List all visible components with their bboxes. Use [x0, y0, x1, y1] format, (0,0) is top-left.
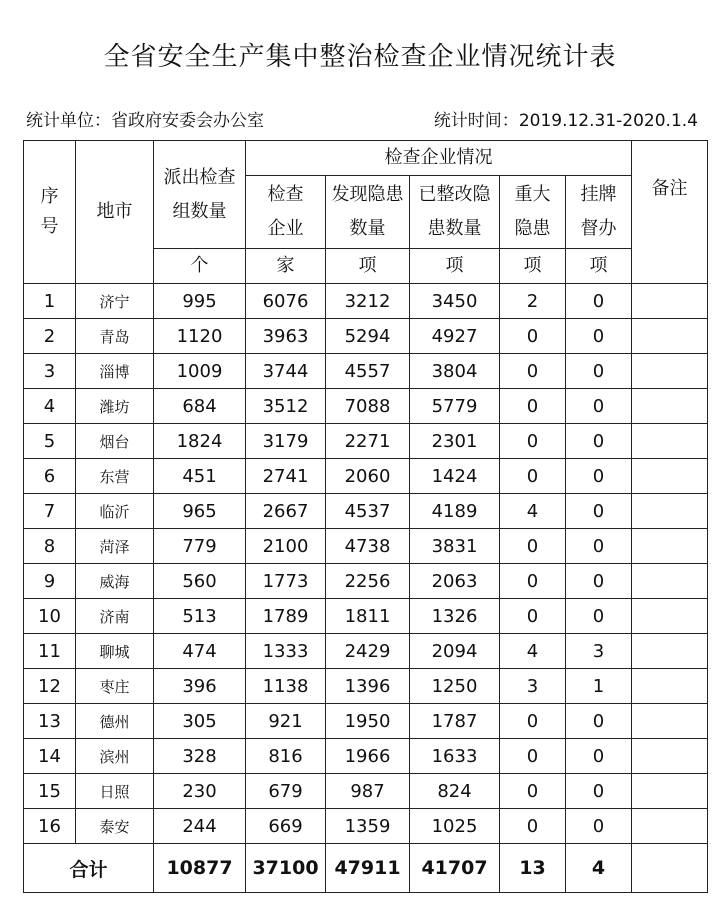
header-hazards-found: 发现隐患数量	[326, 176, 410, 249]
time-value: 2019.12.31-2020.1.4	[518, 111, 698, 131]
row-enterprises: 3744	[246, 354, 326, 389]
row-major: 0	[500, 564, 566, 599]
total-enterprises: 37100	[246, 844, 326, 893]
time-label: 统计时间：	[433, 111, 519, 131]
row-hazards-found: 2429	[326, 634, 410, 669]
row-major: 4	[500, 634, 566, 669]
row-enterprises: 669	[246, 809, 326, 844]
row-city: 威海	[76, 564, 154, 599]
row-supervised: 0	[566, 564, 632, 599]
row-remark	[632, 634, 708, 669]
unit-hazards-found: 项	[326, 249, 410, 284]
row-hazards-found: 1359	[326, 809, 410, 844]
row-hazards-found: 987	[326, 774, 410, 809]
table-row	[24, 704, 708, 739]
row-supervised: 0	[566, 739, 632, 774]
row-teams: 684	[154, 389, 246, 424]
row-major: 0	[500, 809, 566, 844]
row-seq: 14	[24, 739, 76, 774]
row-city: 东营	[76, 459, 154, 494]
row-seq: 12	[24, 669, 76, 704]
row-remark	[632, 599, 708, 634]
row-major: 0	[500, 739, 566, 774]
row-hazards-found: 1396	[326, 669, 410, 704]
table-row	[24, 319, 708, 354]
row-major: 2	[500, 284, 566, 319]
row-seq: 16	[24, 809, 76, 844]
row-remark	[632, 494, 708, 529]
row-enterprises: 3179	[246, 424, 326, 459]
row-major: 0	[500, 599, 566, 634]
row-remark	[632, 284, 708, 319]
table-row	[24, 564, 708, 599]
row-supervised: 0	[566, 704, 632, 739]
row-hazards-found: 1966	[326, 739, 410, 774]
row-major: 0	[500, 319, 566, 354]
row-hazards-found: 4537	[326, 494, 410, 529]
row-city: 烟台	[76, 424, 154, 459]
row-hazards-fixed: 1787	[410, 704, 500, 739]
row-hazards-fixed: 4189	[410, 494, 500, 529]
row-city: 淄博	[76, 354, 154, 389]
row-seq: 11	[24, 634, 76, 669]
row-hazards-fixed: 1326	[410, 599, 500, 634]
row-hazards-found: 2271	[326, 424, 410, 459]
row-hazards-fixed: 1250	[410, 669, 500, 704]
row-enterprises: 816	[246, 739, 326, 774]
table-row	[24, 739, 708, 774]
row-remark	[632, 354, 708, 389]
row-supervised: 0	[566, 529, 632, 564]
table-row	[24, 774, 708, 809]
row-major: 0	[500, 459, 566, 494]
total-hazards-fixed: 41707	[410, 844, 500, 893]
row-hazards-found: 5294	[326, 319, 410, 354]
row-major: 0	[500, 354, 566, 389]
row-enterprises: 3512	[246, 389, 326, 424]
row-teams: 328	[154, 739, 246, 774]
row-seq: 8	[24, 529, 76, 564]
row-hazards-found: 2060	[326, 459, 410, 494]
row-seq: 13	[24, 704, 76, 739]
row-seq: 1	[24, 284, 76, 319]
row-supervised: 0	[566, 354, 632, 389]
unit-enterprises: 家	[246, 249, 326, 284]
row-hazards-found: 2256	[326, 564, 410, 599]
row-supervised: 0	[566, 389, 632, 424]
unit-hazards-fixed: 项	[410, 249, 500, 284]
row-remark	[632, 529, 708, 564]
row-teams: 396	[154, 669, 246, 704]
table-row	[24, 424, 708, 459]
table-row	[24, 809, 708, 844]
table-row	[24, 529, 708, 564]
row-hazards-fixed: 1633	[410, 739, 500, 774]
row-major: 0	[500, 424, 566, 459]
total-remark	[632, 844, 708, 893]
row-teams: 779	[154, 529, 246, 564]
row-major: 3	[500, 669, 566, 704]
row-remark	[632, 389, 708, 424]
row-teams: 1009	[154, 354, 246, 389]
row-city: 泰安	[76, 809, 154, 844]
row-remark	[632, 424, 708, 459]
row-hazards-found: 4557	[326, 354, 410, 389]
row-teams: 560	[154, 564, 246, 599]
row-remark	[632, 564, 708, 599]
row-hazards-fixed: 3804	[410, 354, 500, 389]
row-hazards-fixed: 1424	[410, 459, 500, 494]
row-major: 0	[500, 529, 566, 564]
row-hazards-fixed: 824	[410, 774, 500, 809]
row-remark	[632, 739, 708, 774]
row-supervised: 0	[566, 774, 632, 809]
header-enterprises: 检查企业	[246, 176, 326, 249]
row-hazards-fixed: 2063	[410, 564, 500, 599]
row-supervised: 0	[566, 494, 632, 529]
row-supervised: 1	[566, 669, 632, 704]
table-row	[24, 599, 708, 634]
row-seq: 3	[24, 354, 76, 389]
page-title: 全省安全生产集中整治检查企业情况统计表	[103, 42, 617, 72]
row-hazards-fixed: 2301	[410, 424, 500, 459]
header-hazards-fixed: 已整改隐患数量	[410, 176, 500, 249]
row-supervised: 0	[566, 319, 632, 354]
row-city: 枣庄	[76, 669, 154, 704]
row-seq: 6	[24, 459, 76, 494]
statistics-time	[434, 106, 698, 131]
table-row	[24, 354, 708, 389]
row-hazards-fixed: 4927	[410, 319, 500, 354]
row-remark	[632, 319, 708, 354]
row-teams: 965	[154, 494, 246, 529]
unit-label: 统计单位：	[26, 111, 111, 131]
row-teams: 995	[154, 284, 246, 319]
row-enterprises: 921	[246, 704, 326, 739]
total-hazards-found: 47911	[326, 844, 410, 893]
total-label: 合计	[24, 844, 154, 893]
row-city: 济宁	[76, 284, 154, 319]
header-group: 检查企业情况	[246, 141, 632, 176]
statistics-table	[23, 140, 708, 893]
row-enterprises: 2741	[246, 459, 326, 494]
row-seq: 10	[24, 599, 76, 634]
row-city: 德州	[76, 704, 154, 739]
row-hazards-found: 4738	[326, 529, 410, 564]
row-hazards-found: 3212	[326, 284, 410, 319]
row-hazards-found: 7088	[326, 389, 410, 424]
row-supervised: 0	[566, 284, 632, 319]
row-major: 0	[500, 704, 566, 739]
row-hazards-fixed: 1025	[410, 809, 500, 844]
row-teams: 474	[154, 634, 246, 669]
header-major: 重大隐患	[500, 176, 566, 249]
table-row	[24, 284, 708, 319]
row-enterprises: 2667	[246, 494, 326, 529]
row-teams: 244	[154, 809, 246, 844]
row-enterprises: 2100	[246, 529, 326, 564]
row-enterprises: 6076	[246, 284, 326, 319]
table-row	[24, 669, 708, 704]
row-major: 4	[500, 494, 566, 529]
table-row	[24, 494, 708, 529]
row-teams: 1824	[154, 424, 246, 459]
row-hazards-found: 1811	[326, 599, 410, 634]
row-city: 聊城	[76, 634, 154, 669]
row-teams: 451	[154, 459, 246, 494]
table-row	[24, 389, 708, 424]
row-city: 临沂	[76, 494, 154, 529]
row-supervised: 0	[566, 809, 632, 844]
row-major: 0	[500, 389, 566, 424]
total-supervised: 4	[566, 844, 632, 893]
row-city: 菏泽	[76, 529, 154, 564]
row-remark	[632, 459, 708, 494]
row-major: 0	[500, 774, 566, 809]
row-teams: 1120	[154, 319, 246, 354]
row-hazards-fixed: 5779	[410, 389, 500, 424]
row-enterprises: 1333	[246, 634, 326, 669]
row-seq: 15	[24, 774, 76, 809]
row-remark	[632, 669, 708, 704]
row-remark	[632, 704, 708, 739]
total-teams: 10877	[154, 844, 246, 893]
row-supervised: 0	[566, 599, 632, 634]
row-seq: 5	[24, 424, 76, 459]
row-supervised: 0	[566, 424, 632, 459]
header-seq: 序号	[24, 141, 76, 284]
unit-major: 项	[500, 249, 566, 284]
header-teams: 派出检查组数量	[154, 141, 246, 249]
row-teams: 305	[154, 704, 246, 739]
row-hazards-found: 1950	[326, 704, 410, 739]
row-remark	[632, 774, 708, 809]
row-seq: 2	[24, 319, 76, 354]
row-city: 潍坊	[76, 389, 154, 424]
row-enterprises: 679	[246, 774, 326, 809]
row-supervised: 0	[566, 459, 632, 494]
row-teams: 513	[154, 599, 246, 634]
row-hazards-fixed: 3831	[410, 529, 500, 564]
row-enterprises: 1789	[246, 599, 326, 634]
table-row	[24, 634, 708, 669]
header-remark: 备注	[632, 141, 708, 284]
row-hazards-fixed: 3450	[410, 284, 500, 319]
total-row	[24, 844, 708, 893]
unit-value: 省政府安委会办公室	[111, 111, 264, 131]
row-city: 滨州	[76, 739, 154, 774]
statistics-unit	[26, 106, 264, 131]
row-city: 日照	[76, 774, 154, 809]
row-city: 青岛	[76, 319, 154, 354]
row-seq: 9	[24, 564, 76, 599]
unit-supervised: 项	[566, 249, 632, 284]
header-supervised: 挂牌督办	[566, 176, 632, 249]
row-hazards-fixed: 2094	[410, 634, 500, 669]
row-enterprises: 3963	[246, 319, 326, 354]
row-seq: 4	[24, 389, 76, 424]
row-enterprises: 1773	[246, 564, 326, 599]
row-supervised: 3	[566, 634, 632, 669]
table-row	[24, 459, 708, 494]
header-city: 地市	[76, 141, 154, 284]
total-major: 13	[500, 844, 566, 893]
row-teams: 230	[154, 774, 246, 809]
row-seq: 7	[24, 494, 76, 529]
row-city: 济南	[76, 599, 154, 634]
unit-teams: 个	[154, 249, 246, 284]
row-enterprises: 1138	[246, 669, 326, 704]
row-remark	[632, 809, 708, 844]
